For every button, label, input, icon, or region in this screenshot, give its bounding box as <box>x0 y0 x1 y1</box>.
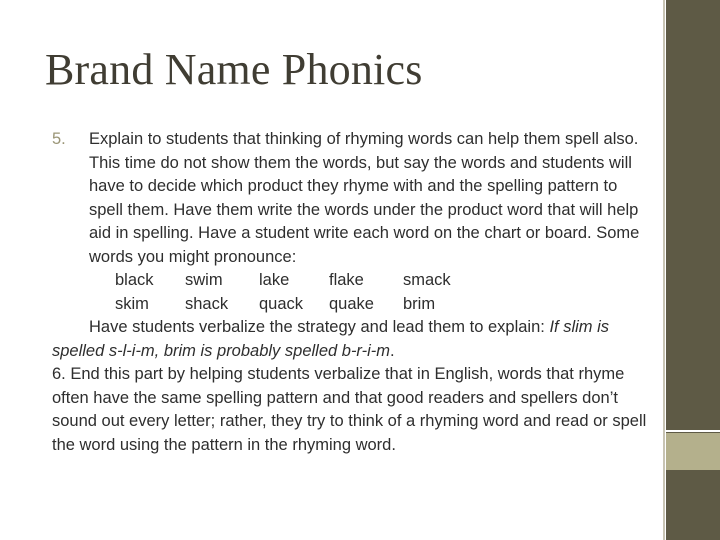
word: black <box>115 271 154 289</box>
word-row-1 <box>52 269 652 293</box>
list-item-5 <box>52 128 652 269</box>
list-number-5: 5. <box>52 130 66 148</box>
word: shack <box>185 294 229 313</box>
strategy-example: If slim is spelled s-l-i-m, brim is probably spelled b-r-i-m <box>52 318 610 360</box>
word: quack <box>259 294 304 313</box>
word: quake <box>329 294 374 313</box>
slide-body <box>52 128 652 457</box>
side-accent-block <box>666 433 720 470</box>
word: skim <box>115 294 149 313</box>
strategy-paragraph <box>52 316 652 363</box>
list-item-5-text: Explain to students that thinking of rhyming words can help them spell also. This time do not show them the words, but say the words and students will have to decide which product they rhyme with and the spelling pattern to spell them. Have them write the words under the product word that will help aid in spelling. Have a student write each word on the chart or board. Some words you might pronounce: <box>89 130 640 266</box>
word: lake <box>259 271 290 289</box>
word-row-2 <box>52 293 652 317</box>
word: brim <box>403 294 436 313</box>
strategy-lead: Have students verbalize the strategy and lead them to explain: <box>89 318 550 336</box>
word: smack <box>403 271 451 289</box>
slide-title: Brand Name Phonics <box>45 45 423 94</box>
word: flake <box>329 271 364 289</box>
side-accent-divider <box>666 430 720 432</box>
word: swim <box>185 271 223 289</box>
side-bar-divider <box>663 0 665 540</box>
strategy-tail: . <box>390 341 395 360</box>
list-item-6: 6. End this part by helping students verbalize that in English, words that rhyme often have the same spelling pattern and that good readers and spellers don’t sound out every letter; rather, they try to think of a rhyming word and read or spell the word using the pattern in the rhyming word. <box>52 365 647 454</box>
